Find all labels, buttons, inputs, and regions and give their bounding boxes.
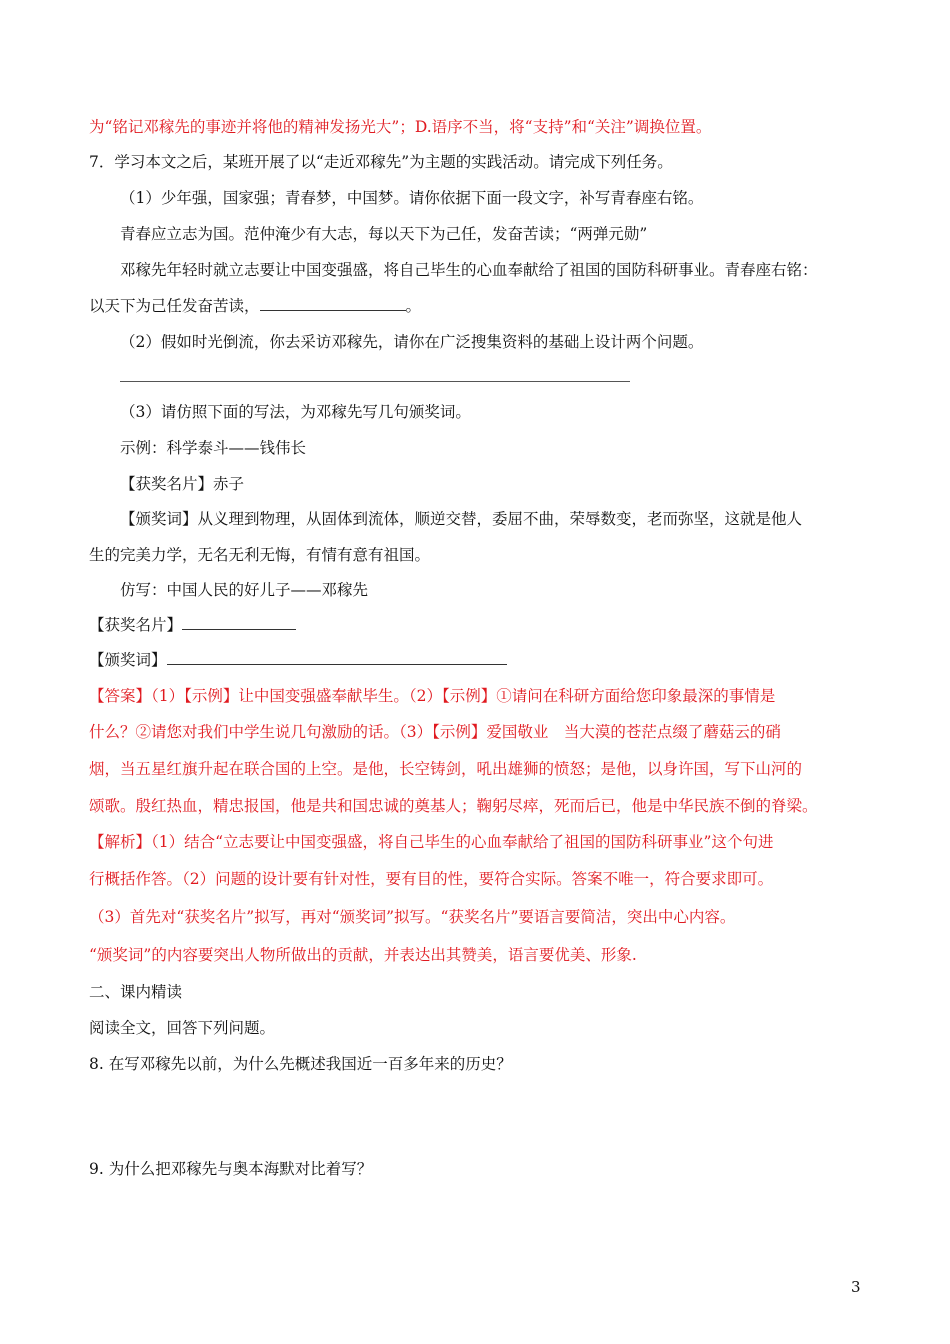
imitation-citation bbox=[89, 650, 507, 670]
analysis-line-4: “颁奖词”的内容要突出人物所做出的贡献，并表达出其赞美，语言要优美、形象. bbox=[89, 946, 637, 964]
citation-blank bbox=[167, 650, 507, 665]
question-9: 9. 为什么把邓稼先与奥本海默对比着写？ bbox=[89, 1160, 373, 1178]
task-1-text-a: 青春应立志为国。范仲淹少有大志，每以天下为己任，发奋苦读；“两弹元勋” bbox=[120, 225, 648, 243]
task-2: （2）假如时光倒流，你去采访邓稼先，请你在广泛搜集资料的基础上设计两个问题。 bbox=[120, 333, 704, 351]
imitation-title: 仿写：中国人民的好儿子——邓稼先 bbox=[120, 581, 369, 599]
motto-blank bbox=[260, 296, 406, 311]
answer-line-3: 烟，当五星红旗升起在联合国的上空。是他，长空铸剑，吼出雄狮的愤怒；是他，以身许国，写下山河的 bbox=[89, 760, 803, 778]
motto-end: 。 bbox=[405, 297, 422, 315]
task-1: （1）少年强，国家强；青春梦，中国梦。请你依据下面一段文字，补写青春座右铭。 bbox=[120, 189, 704, 207]
answer-line-4: 颂歌。殷红热血，精忠报国，他是共和国忠诚的奠基人；鞠躬尽瘁，死而后已，他是中华民族不倒的脊梁。 bbox=[89, 797, 818, 815]
example-citation-a: 【颁奖词】从义理到物理，从固体到流体，顺逆交替，委屈不曲，荣辱数变，老而弥坚，这就是他人 bbox=[120, 510, 803, 528]
answer-continuation: 为“铭记邓稼先的事迹并将他的精神发扬光大”；D.语序不当，将“支持”和“关注”调换位置。 bbox=[89, 118, 712, 136]
citation-label: 【颁奖词】 bbox=[89, 651, 167, 669]
section-instruction: 阅读全文，回答下列问题。 bbox=[89, 1019, 276, 1037]
analysis-line-1: 【解析】（1）结合“立志要让中国变强盛，将自己毕生的心血奉献给了祖国的国防科研事业”这个句进 bbox=[89, 833, 774, 851]
analysis-line-3: （3）首先对“获奖名片”拟写，再对“颁奖词”拟写。“获奖名片”要语言要简洁，突出中心内容。 bbox=[89, 908, 736, 926]
task-3: （3）请仿照下面的写法，为邓稼先写几句颁奖词。 bbox=[120, 403, 471, 421]
imitation-award-card bbox=[89, 615, 296, 635]
example-award-card: 【获奖名片】赤子 bbox=[120, 475, 245, 493]
award-card-label: 【获奖名片】 bbox=[89, 616, 183, 634]
example-citation-b: 生的完美力学，无名无利无悔，有情有意有祖国。 bbox=[89, 546, 431, 564]
question-7: 7．学习本文之后，某班开展了以“走近邓稼先”为主题的实践活动。请完成下列任务。 bbox=[89, 153, 673, 171]
page-number: 3 bbox=[851, 1278, 861, 1296]
motto-prefix: 以天下为己任发奋苦读， bbox=[89, 297, 260, 315]
question-8: 8. 在写邓稼先以前，为什么先概述我国近一百多年来的历史？ bbox=[89, 1055, 512, 1073]
section-heading: 二、课内精读 bbox=[89, 983, 183, 1001]
analysis-line-2: 行概括作答。（2）问题的设计要有针对性，要有目的性，要符合实际。答案不唯一，符合要求即可。 bbox=[89, 870, 774, 888]
example-title: 示例：科学泰斗——钱伟长 bbox=[120, 439, 307, 457]
task-2-answer-line bbox=[120, 381, 630, 382]
answer-line-2: 什么？②请您对我们中学生说几句激励的话。（3）【示例】爱国敬业 当大漠的苍茫点缀了蘑菇云的硝 bbox=[89, 723, 781, 741]
task-1-fill-line bbox=[89, 296, 421, 316]
award-card-blank bbox=[182, 615, 296, 630]
answer-line-1: 【答案】（1）【示例】让中国变强盛奉献毕生。（2）【示例】①请问在科研方面给您印象最深的事情是 bbox=[89, 687, 776, 705]
task-1-text-b: 邓稼先年轻时就立志要让中国变强盛，将自己毕生的心血奉献给了祖国的国防科研事业。青春座右铭： bbox=[120, 261, 818, 279]
